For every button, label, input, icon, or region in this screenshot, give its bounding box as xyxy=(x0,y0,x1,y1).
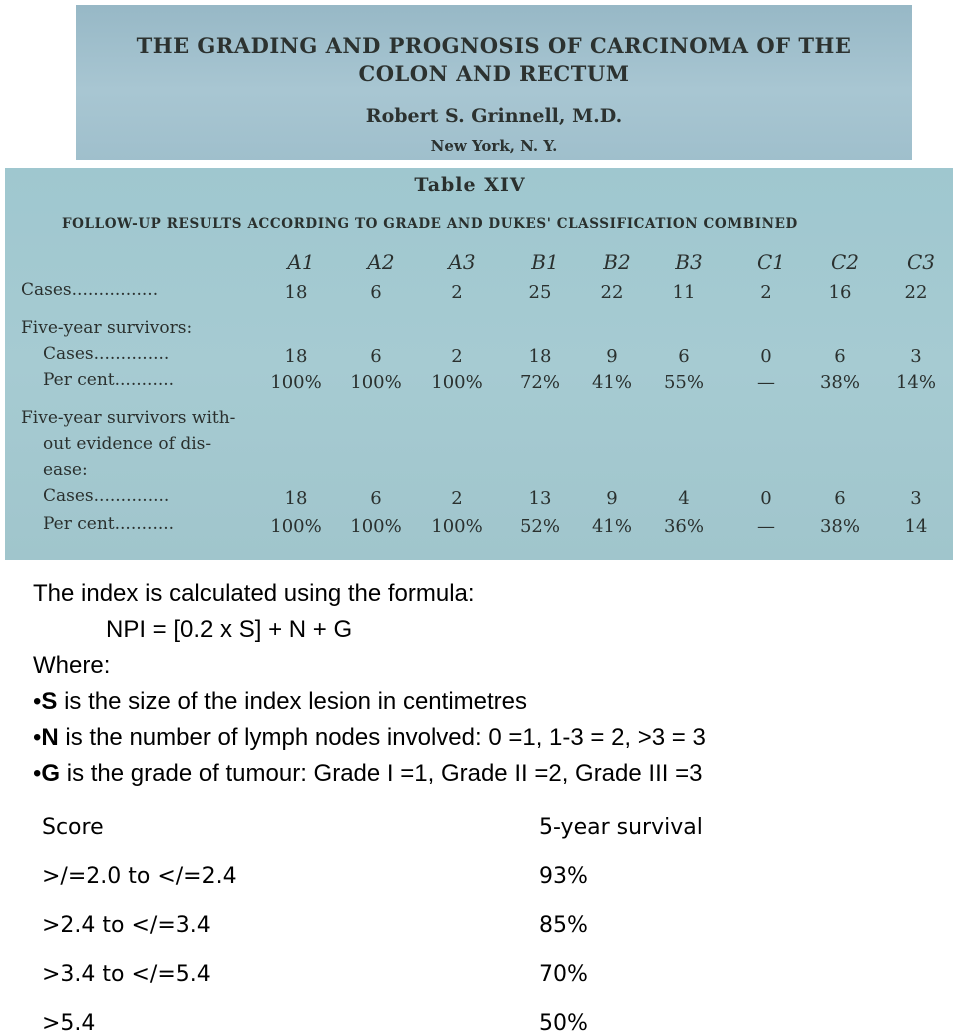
table-cell: 0 xyxy=(760,346,772,367)
table-cell: 22 xyxy=(904,282,928,303)
survival-value: 85% xyxy=(539,913,588,938)
article-title-line1: THE GRADING AND PROGNOSIS OF CARCINOMA OF THE xyxy=(136,33,852,58)
table-cell: 16 xyxy=(828,282,852,303)
table-cell: 18 xyxy=(284,488,308,509)
bullet-glyph: • xyxy=(33,688,42,715)
table-cell: 3 xyxy=(910,488,922,509)
table-cell: 100% xyxy=(270,516,322,537)
row-label-cases: Cases................ xyxy=(21,280,159,300)
table-cell: 100% xyxy=(270,372,322,393)
table-cell: 6 xyxy=(834,488,846,509)
row-label-cases-sub: Cases.............. xyxy=(43,344,170,364)
table-cell: 100% xyxy=(350,516,402,537)
where-label: Where: xyxy=(33,652,111,679)
table-cell: 100% xyxy=(431,372,483,393)
survival-value: 93% xyxy=(539,864,588,889)
column-header: B3 xyxy=(675,250,703,274)
score-range: >3.4 to </=5.4 xyxy=(42,962,211,987)
table-cell: 25 xyxy=(528,282,552,303)
column-header: A1 xyxy=(287,250,315,274)
row-label-percent-sub2: Per cent........... xyxy=(43,514,175,534)
table-cell: 22 xyxy=(600,282,624,303)
g-description: is the grade of tumour: Grade I =1, Grade II =2, Grade III =3 xyxy=(60,760,703,787)
table-cell: 4 xyxy=(678,488,690,509)
table-cell: 2 xyxy=(760,282,772,303)
row-label-without-2: out evidence of dis- xyxy=(43,434,212,454)
score-range: >5.4 xyxy=(42,1011,96,1036)
s-key: S xyxy=(41,688,58,715)
table-cell: 6 xyxy=(370,282,382,303)
bullet-glyph: • xyxy=(33,760,42,787)
table-cell: 36% xyxy=(663,516,704,537)
table-cell: 9 xyxy=(606,488,618,509)
n-description: is the number of lymph nodes involved: 0 =1, 1-3 = 2, >3 = 3 xyxy=(58,724,706,751)
row-label-cases-sub2: Cases.............. xyxy=(43,486,170,506)
row-label-five-year: Five-year survivors: xyxy=(21,318,193,338)
row-label-without-3: ease: xyxy=(43,460,88,480)
table-cell: 9 xyxy=(606,346,618,367)
table-cell: 6 xyxy=(370,346,382,367)
table-cell: 41% xyxy=(591,372,632,393)
column-header: C1 xyxy=(756,250,786,274)
table-cell: 18 xyxy=(528,346,552,367)
table-cell: 6 xyxy=(678,346,690,367)
score-header: Score xyxy=(42,815,104,840)
row-label-percent-sub: Per cent........... xyxy=(43,370,175,390)
survival-value: 50% xyxy=(539,1011,588,1036)
score-range: >/=2.0 to </=2.4 xyxy=(42,864,237,889)
column-header: B1 xyxy=(531,250,559,274)
bullet-n xyxy=(33,724,706,752)
column-header: A2 xyxy=(367,250,395,274)
article-title-line2: COLON AND RECTUM xyxy=(358,61,630,86)
table-cell: — xyxy=(757,372,775,393)
table-cell: 0 xyxy=(760,488,772,509)
article-location: New York, N. Y. xyxy=(430,137,558,155)
table-cell: 6 xyxy=(370,488,382,509)
table-cell: 55% xyxy=(663,372,704,393)
g-key: G xyxy=(41,760,61,787)
table-cell: 14 xyxy=(904,516,928,537)
table-cell: 2 xyxy=(451,488,463,509)
table-cell: 13 xyxy=(528,488,552,509)
bullet-s xyxy=(33,688,527,716)
table-cell: 100% xyxy=(431,516,483,537)
table-cell: 52% xyxy=(519,516,560,537)
table-cell: 2 xyxy=(451,282,463,303)
table-cell: 38% xyxy=(819,372,860,393)
npi-formula: NPI = [0.2 x S] + N + G xyxy=(106,616,353,643)
header-scan-image xyxy=(76,5,912,160)
article-author: Robert S. Grinnell, M.D. xyxy=(365,105,623,127)
table-cell: 18 xyxy=(284,282,308,303)
table-caption: Table XIV xyxy=(414,174,526,196)
score-range: >2.4 to </=3.4 xyxy=(42,913,211,938)
table-cell: 3 xyxy=(910,346,922,367)
table-cell: 11 xyxy=(672,282,696,303)
bullet-glyph: • xyxy=(33,724,42,751)
table-cell: 14% xyxy=(895,372,936,393)
n-key: N xyxy=(41,724,59,751)
formula-intro: The index is calculated using the formula: xyxy=(33,580,475,607)
s-description: is the size of the index lesion in centimetres xyxy=(57,688,527,715)
table-cell: 72% xyxy=(519,372,560,393)
table-scan-image xyxy=(5,168,953,560)
table-cell: 2 xyxy=(451,346,463,367)
column-header: C3 xyxy=(906,250,936,274)
row-label-without-1: Five-year survivors with- xyxy=(21,408,236,428)
table-cell: 38% xyxy=(819,516,860,537)
column-header: C2 xyxy=(830,250,860,274)
column-header: B2 xyxy=(603,250,631,274)
column-header: A3 xyxy=(448,250,476,274)
table-cell: 18 xyxy=(284,346,308,367)
table-subtitle: FOLLOW-UP RESULTS ACCORDING TO GRADE AND DUKES' CLASSIFICATION COMBINED xyxy=(62,216,798,232)
table-cell: 41% xyxy=(591,516,632,537)
table-cell: 100% xyxy=(350,372,402,393)
table-cell: 6 xyxy=(834,346,846,367)
bullet-g xyxy=(33,760,702,788)
survival-header: 5-year survival xyxy=(539,815,703,840)
survival-value: 70% xyxy=(539,962,588,987)
table-cell: — xyxy=(757,516,775,537)
